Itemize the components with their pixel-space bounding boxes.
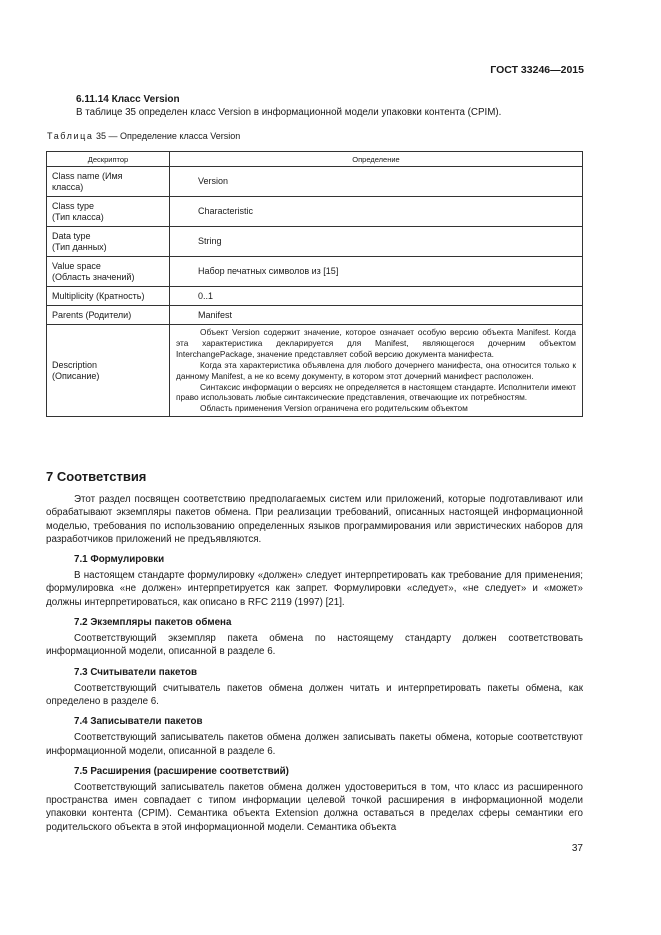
subsection-7-3-text: Соответствующий считыватель пакетов обмена должен читать и интерпретировать пакеты обмена, как определено в разделе 6. (46, 682, 583, 707)
row-value: 0..1 (170, 287, 583, 306)
subsection-7-4-text: Соответствующий записыватель пакетов обмена должен записывать пакеты обмена, которые соответствуют информационной модели, описанной в разделе 6. (46, 732, 583, 757)
subsection-7-3-title: 7.3 Считыватели пакетов (74, 666, 197, 678)
subsection-7-5-title: 7.5 Расширения (расширение соответствий) (74, 765, 289, 777)
table-caption (47, 131, 240, 141)
subsection-7-2-text: Соответствующий экземпляр пакета обмена по настоящему стандарту должен соответствовать информационной модели, описанной в разделе 6. (46, 633, 583, 658)
table-caption-label: Таблица (47, 131, 94, 141)
table-row (47, 306, 583, 325)
row-value: Manifest (170, 306, 583, 325)
table-row (47, 257, 583, 287)
document-header-id: ГОСТ 33246—2015 (490, 64, 584, 76)
table-row (47, 197, 583, 227)
subsection-7-1-title: 7.1 Формулировки (74, 554, 165, 566)
header-descriptor: Дескриптор (47, 152, 170, 167)
section-7-title: 7 Соответствия (46, 469, 147, 484)
row-descriptor: Data type (Тип данных) (47, 227, 170, 257)
subsection-7-4-title: 7.4 Записыватели пакетов (74, 716, 203, 728)
page-number: 37 (571, 843, 583, 854)
section-7 (46, 469, 583, 834)
row-descriptor: Multiplicity (Кратность) (47, 287, 170, 306)
version-class-table (46, 151, 583, 417)
row-descriptor: Class name (Имя класса) (47, 167, 170, 197)
table-row (47, 287, 583, 306)
table-caption-text: 35 — Определение класса Version (96, 131, 241, 141)
subsection-7-2-title: 7.2 Экземпляры пакетов обмена (74, 617, 232, 629)
table-row-description (47, 325, 583, 417)
table-row (47, 167, 583, 197)
row-value: Characteristic (170, 197, 583, 227)
section-6-11-14 (76, 93, 584, 119)
table-header-row (47, 152, 583, 167)
row-descriptor: Description (Описание) (47, 325, 170, 417)
section-intro: В таблице 35 определен класс Version в информационной модели упаковки контента (CPIM). (76, 107, 502, 118)
row-value: Набор печатных символов из [15] (170, 257, 583, 287)
subsection-7-1-text: В настоящем стандарте формулировку «должен» следует интерпретировать как требование для применения; формулировка «не должен» интерпретируется как запрет. Формулировки «следует», «не следует» и «может» должны интерпретироваться, как описано в RFC 2119 (1997) [21]. (46, 570, 583, 608)
row-value: String (170, 227, 583, 257)
table-row (47, 227, 583, 257)
row-descriptor: Class type (Тип класса) (47, 197, 170, 227)
section-title: 6.11.14 Класс Version (76, 94, 180, 105)
section-7-intro: Этот раздел посвящен соответствию предполагаемых систем или приложений, которые подготавливают или обрабатывают экземпляры пакетов обмена. При реализации требований, описанных настоящей информационной моделью, требования по использованию определенных языков программирования или эвристических наборов для разработчиков приложений не предъявляются. (46, 494, 583, 545)
row-value: Version (170, 167, 583, 197)
header-definition: Определение (170, 152, 583, 167)
row-descriptor: Value space (Область значений) (47, 257, 170, 287)
description-text: Объект Version содержит значение, которое означает особую версию объекта Manifest. Когда эта характеристика декларируется для Manifest, являющегося дочерним объектом InterchangePackage, значение представляет собой версию документа манифеста. Когда эта характеристика объявлена для любого дочернего манифеста, она относится только к данному Manifest, а не ко всему документу, в котором этот дочерний манифест расположен. Синтаксис информации о версиях не определяется в настоящем стандарте. Исполнители имеют право использовать любые синтаксические представления, отвечающие их потребностям. Область применения Version ограничена его родительским объектом (170, 325, 583, 417)
row-descriptor: Parents (Родители) (47, 306, 170, 325)
subsection-7-5-text: Соответствующий записыватель пакетов обмена должен удостовериться в том, что класс из расширенного пространства имен совпадает с типом информации целевой точкой расширения в информационной модели упаковки контента (CPIM). Семантика объекта Extension должна оставаться в пределах сферы семантики его родительского объекта в этой информационной модели. Семантика объекта (46, 781, 583, 833)
